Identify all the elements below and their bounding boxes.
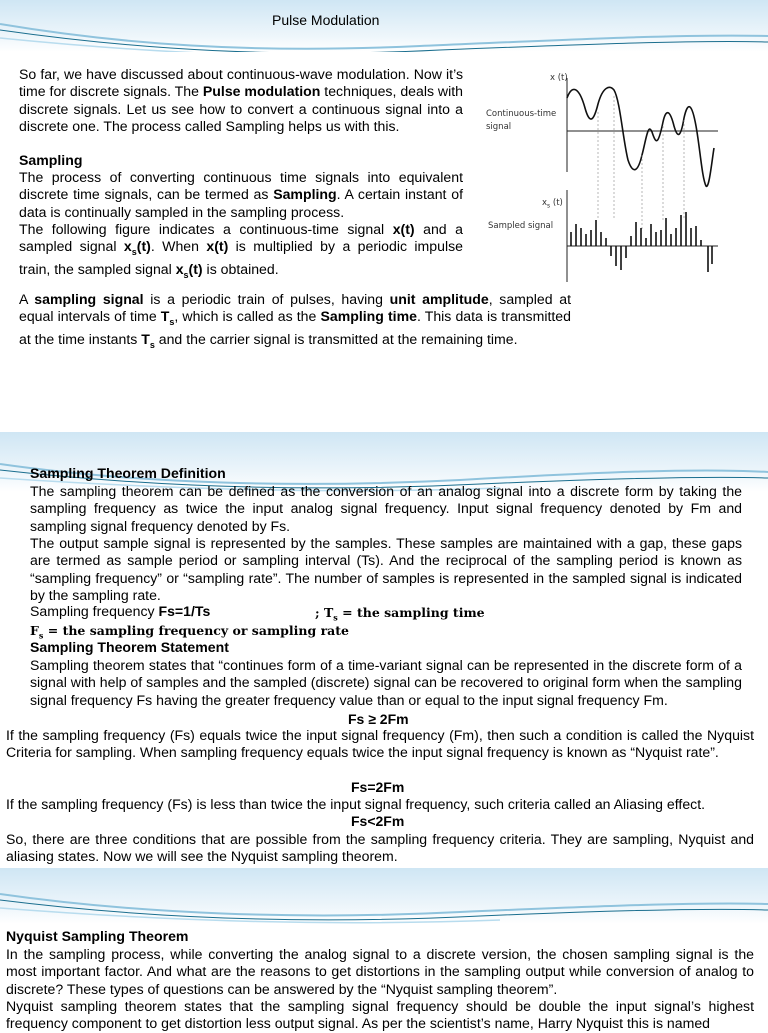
equation-fs-ge-2fm: Fs ≥ 2Fm bbox=[348, 711, 409, 727]
signal-plot bbox=[480, 60, 730, 290]
sampled-signal-label: Sampled signal bbox=[488, 221, 554, 231]
three-conditions-paragraph: So, there are three conditions that are possible from the sampling frequency criteria. They are sampling, Nyquist and aliasing states. Now we will see the Nyquist sampling theorem. bbox=[6, 831, 754, 865]
sampling-heading: Sampling bbox=[19, 152, 83, 168]
nyquist-paragraph-2: Nyquist sampling theorem states that the sampling signal frequency should be double the input signal’s highest frequency component to get distortion less output signal. As per the scientist’s name, Harry Nyquist this is named bbox=[6, 998, 754, 1032]
continuous-label-line2: signal bbox=[486, 122, 512, 132]
section-band bbox=[0, 868, 768, 924]
equation-fs-eq-2fm: Fs=2Fm bbox=[351, 779, 405, 795]
definition-paragraph: The sampling theorem can be defined as the conversion of an analog signal into a discrete form by taking the sampling frequency as twice the input analog signal frequency. Input signal frequency denoted by Fm and sampling signal frequency denoted by Fs. bbox=[30, 483, 742, 534]
xt-axis-label: x (t) bbox=[550, 73, 568, 83]
fs-definition: $F_s$ = the sampling frequency or sampling rate bbox=[30, 623, 349, 641]
nyquist-heading: Nyquist Sampling Theorem bbox=[6, 928, 189, 944]
sample-period-paragraph: The output sample signal is represented by the samples. These samples are maintained with a gap, these gaps are termed as sample period or sampling interval (Ts). And the reciprocal of the sampling period is known as “sampling frequency” or “sampling rate”. The number of samples is represented in the sampled signal is indicated by the sampling rate. bbox=[30, 535, 742, 603]
statement-paragraph: Sampling theorem states that “continues form of a time-variant signal can be represented in the discrete form of a signal with help of samples and the sampled (discrete) signal can be recovered to original form when the sampling signal frequency Fs having the greater frequency value than or equal to the input signal frequency Fm. bbox=[30, 657, 742, 708]
wave-decoration bbox=[0, 868, 768, 924]
ts-definition: ; $T_s$ = the sampling time bbox=[315, 605, 485, 623]
figure-description: The following figure indicates a continuous-time signal x(t) and a sampled signal $x_s(t)$. When x(t) is multiplied by a periodic impulse train, the sampled signal $x_s(t)$ is obtained. bbox=[19, 221, 463, 281]
sampling-frequency-line: Sampling frequency Fs=1/Ts bbox=[30, 603, 211, 619]
sampling-signal-paragraph: A sampling signal is a periodic train of pulses, having unit amplitude, sampled at equal intervals of time $T_s$, which is called as the Sampling time. This data is transmitted at the time instants $T_s$ and the carrier signal is transmitted at the remaining time. bbox=[19, 291, 571, 351]
sampling-paragraph: The process of converting continuous time signals into equivalent discrete time signals, can be termed as Sampling. A certain instant of data is continually sampled in the sampling process. bbox=[19, 169, 463, 220]
intro-paragraph: So far, we have discussed about continuous-wave modulation. Now it’s time for discrete signals. The Pulse modulation techniques, deals with discrete signals. Let us see how to convert a continuous signal into a discrete one. The process called Sampling helps us with this. bbox=[19, 66, 464, 134]
statement-heading: Sampling Theorem Statement bbox=[30, 639, 229, 655]
continuous-label-line1: Continuous-time bbox=[486, 109, 557, 119]
aliasing-paragraph: If the sampling frequency (Fs) is less than twice the input signal frequency, such criteria called an Aliasing effect. bbox=[6, 796, 706, 812]
page-title: Pulse Modulation bbox=[272, 12, 380, 28]
header-band bbox=[0, 0, 768, 52]
sampling-theorem-heading: Sampling Theorem Definition bbox=[30, 465, 226, 481]
equation-fs-lt-2fm: Fs<2Fm bbox=[351, 813, 405, 829]
nyquist-criteria-paragraph: If the sampling frequency (Fs) equals twice the input signal frequency (Fm), then such a condition is called the Nyquist Criteria for sampling. When sampling frequency equals twice the input signal frequency is known as “Nyquist rate”. bbox=[6, 727, 754, 761]
xs-axis-label: $x_s$ (t) bbox=[542, 198, 563, 210]
wave-decoration bbox=[0, 0, 768, 52]
sampling-figure bbox=[480, 60, 730, 290]
nyquist-paragraph-1: In the sampling process, while converting the analog signal to a discrete version, the chosen sampling signal is the most important factor. And what are the reasons to get distortions in the sampling output while conversion of analog to discrete? These types of questions can be answered by the “Nyquist sampling theorem”. bbox=[6, 946, 754, 997]
